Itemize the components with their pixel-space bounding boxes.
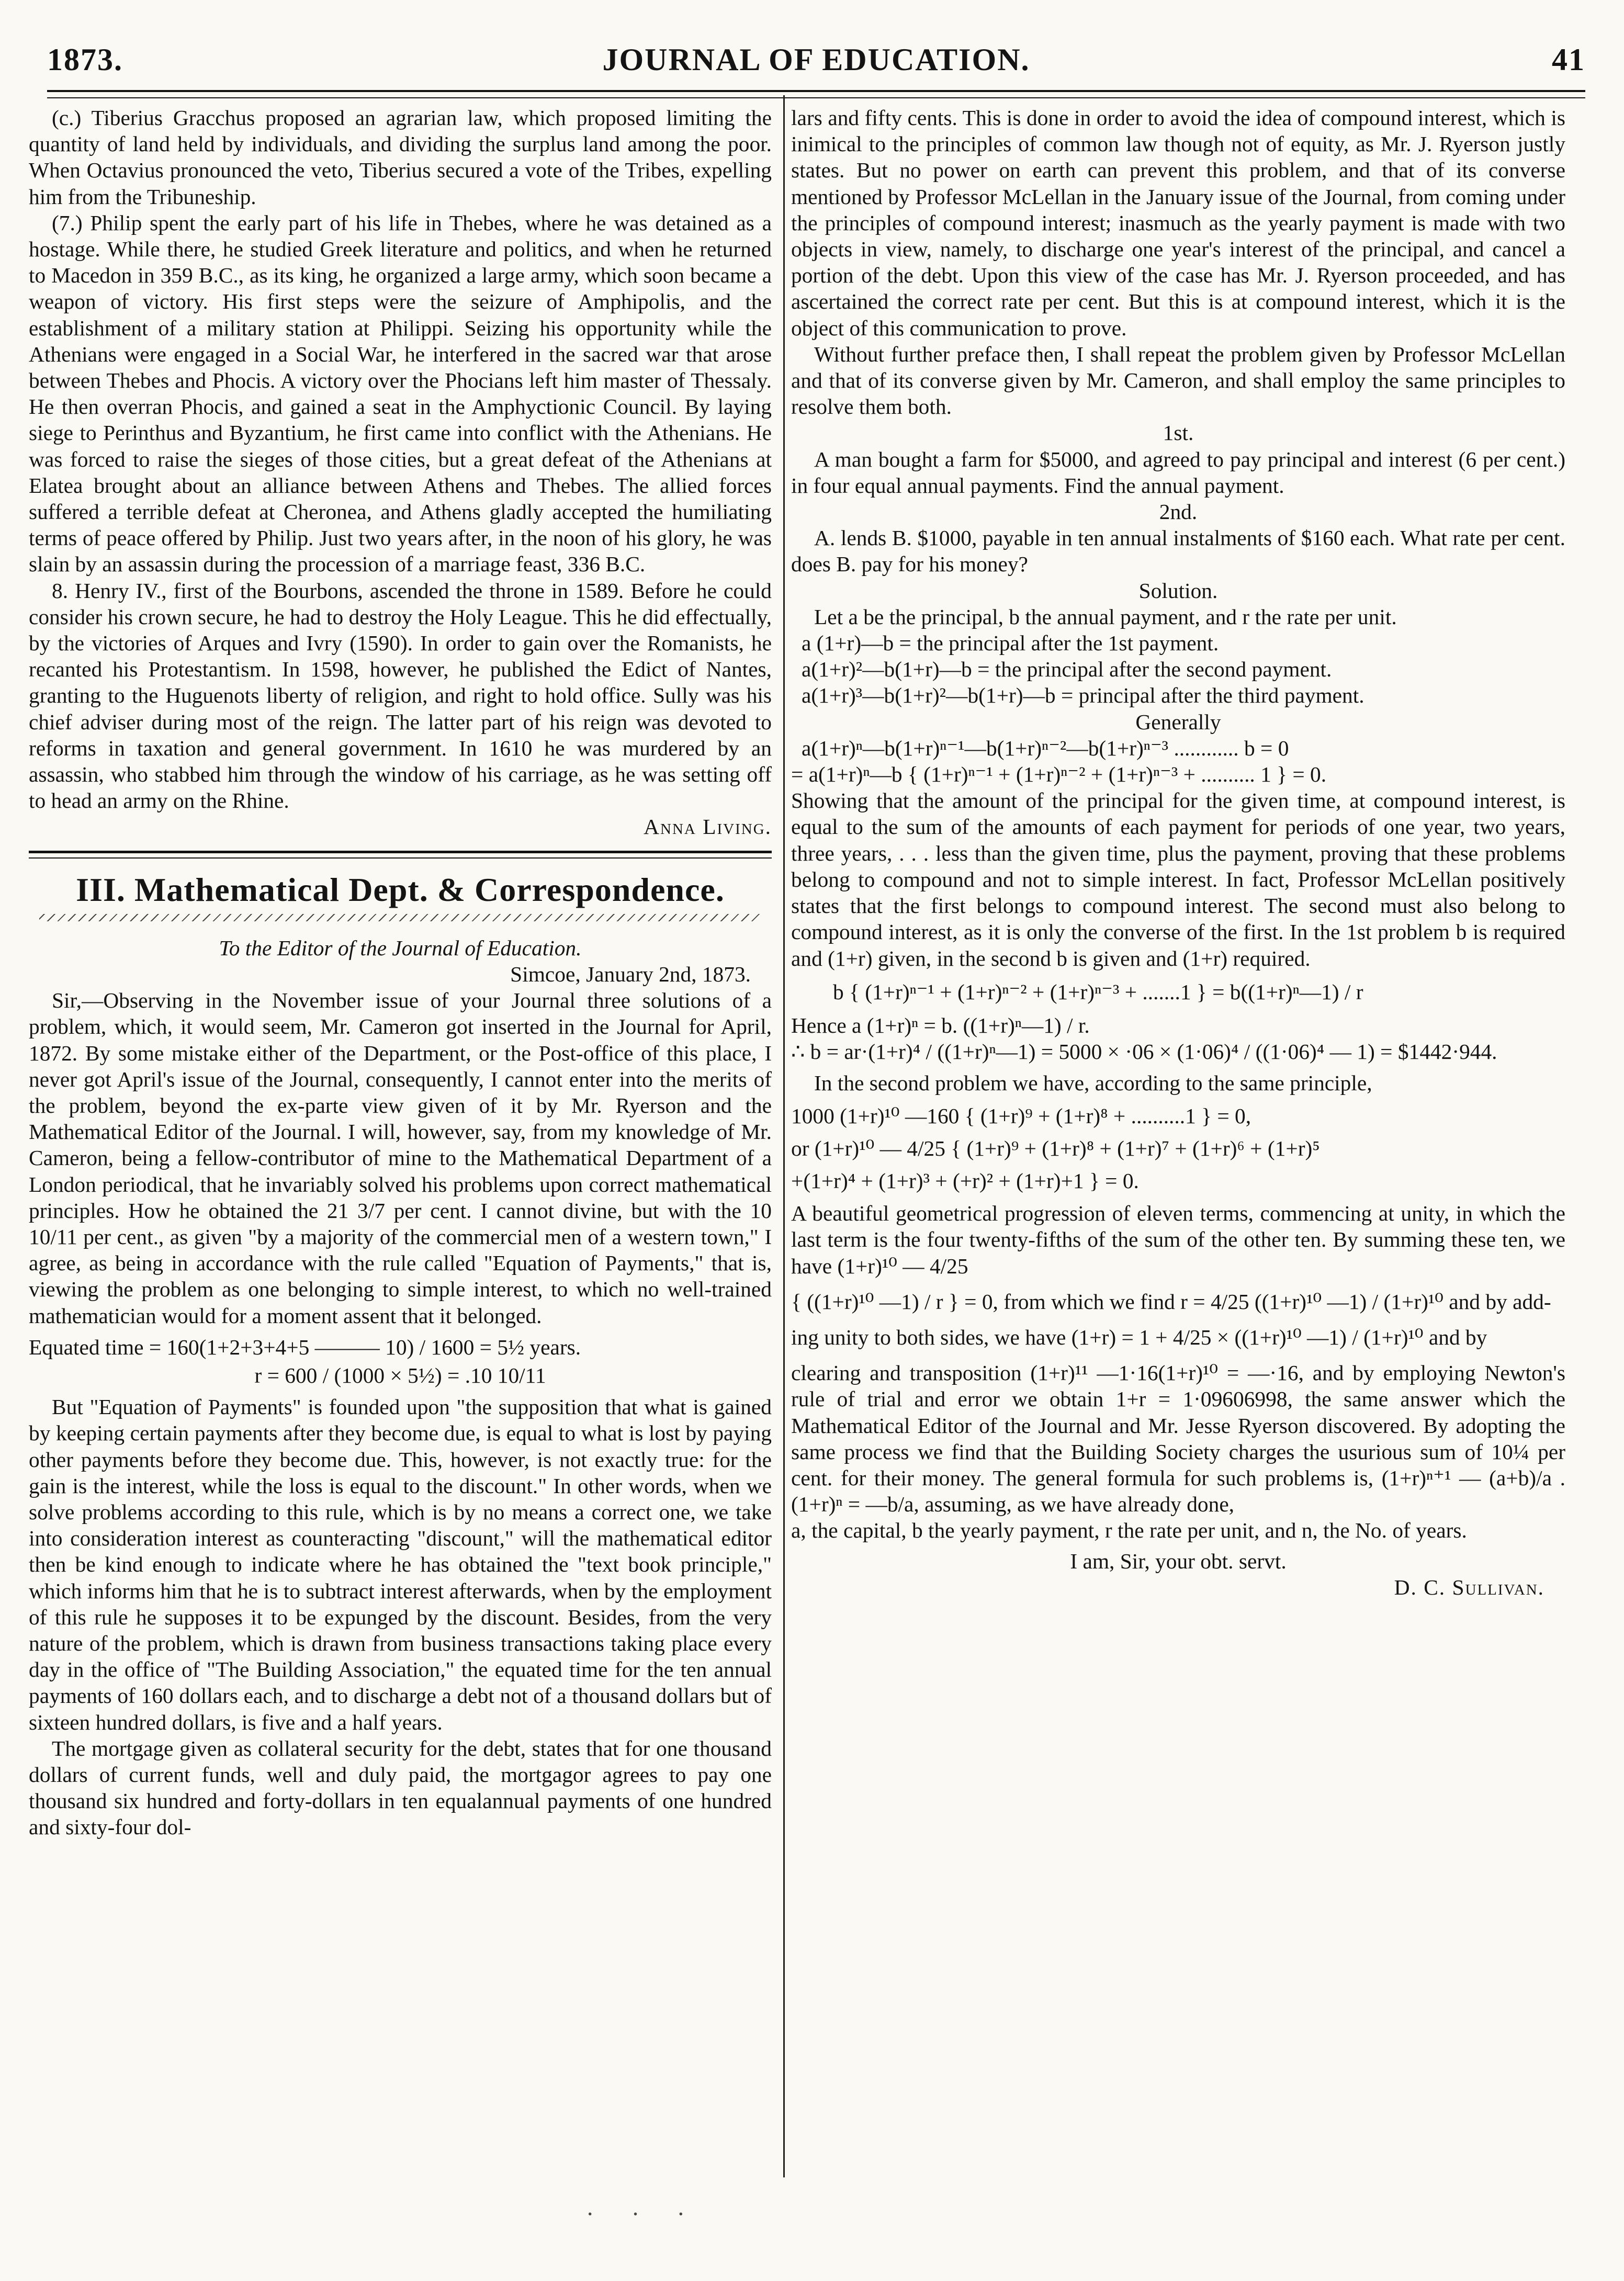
- paragraph-definitions-end: a, the capital, b the yearly payment, r the rate per unit, and n, the No. of years.: [791, 1518, 1467, 1543]
- formula-third-payment: a(1+r)³—b(1+r)²—b(1+r)—b = principal after the third payment.: [802, 683, 1364, 708]
- paragraph-gracchus: (c.) Tiberius Gracchus proposed an agrarian law, which proposed limiting the quantity of land held by individuals, and dividing the surplus land among the poor. When Octavius pronounced the veto, Tiberius secured a vote of the Tribes, expelling him from the Tribuneship.: [29, 106, 772, 209]
- letter-closing: I am, Sir, your obt. servt.: [1070, 1549, 1287, 1573]
- heading-first: 1st.: [1163, 421, 1194, 445]
- formula-general-sum: = a(1+r)ⁿ—b { (1+r)ⁿ⁻¹ + (1+r)ⁿ⁻² + (1+r)ⁿ⁻³ + .......... 1 } = 0.: [791, 762, 1327, 787]
- print-specks: · · ·: [586, 2200, 701, 2227]
- left-column: [29, 105, 772, 1840]
- paragraph-compound-interest: lars and fifty cents. This is done in order to avoid the idea of compound interest, which is inimical to the principles of common law though not of equity, as Mr. J. Ryerson justly states. But no power on earth can prevent this problem, and that of its converse mentioned by Professor McLellan in the January issue of the Journal, from coming under the principles of compound interest; inasmuch as the yearly payment is made with two objects in view, namely, to discharge one year's interest of the principal, and cancel a portion of the debt. Upon this view of the case has Mr. J. Ryerson proceeded, and has ascertained the correct rate per cent. But this is at compound interest, which it is the object of this communication to prove.: [791, 106, 1565, 340]
- column-divider: [783, 95, 785, 2177]
- paragraph-second-problem: In the second problem we have, according to the same principle,: [814, 1071, 1372, 1096]
- page-number: 41: [1552, 42, 1585, 77]
- paragraph-definitions: Let a be the principal, b the annual payment, and r the rate per unit.: [814, 604, 1397, 629]
- problem-second: A. lends B. $1000, payable in ten annual instalments of $160 each. What rate per cent. does B. pay for his money?: [791, 526, 1565, 577]
- formula-series-sum: b { (1+r)ⁿ⁻¹ + (1+r)ⁿ⁻² + (1+r)ⁿ⁻³ + .......1 } = b((1+r)ⁿ—1) / r: [833, 979, 1363, 1004]
- equation-equated-time: Equated time = 160(1+2+3+4+5 ——— 10) / 1600 = 5½ years.: [29, 1335, 581, 1359]
- section-ornament: [39, 914, 761, 921]
- equation-rate: r = 600 / (1000 × 5½) = .10 10/11: [254, 1363, 546, 1387]
- formula-expanded-2: +(1+r)⁴ + (1+r)³ + (+r)² + (1+r)+1 } = 0.: [791, 1168, 1139, 1193]
- formula-expanded-1: or (1+r)¹⁰ — 4/25 { (1+r)⁹ + (1+r)⁸ + (1+r)⁷ + (1+r)⁶ + (1+r)⁵: [791, 1136, 1320, 1160]
- formula-rate-solution: { ((1+r)¹⁰ —1) / r } = 0, from which we find r = 4/25 ((1+r)¹⁰ —1) / (1+r)¹⁰ and by add-: [791, 1289, 1551, 1314]
- paragraph-equation-of-payments: But "Equation of Payments" is founded upon "the supposition that what is gained by keeping certain payments after they become due, is equal to what is lost by paying other payments before they become due. This, however, is not exactly true: for the gain is the interest, while the loss is equal to the discount." In other words, when we solve problems according to this rule, which is by no means a correct one, we take into consideration interest as counteracting "discount," will the mathematical editor then be kind enough to indicate where he has obtained the "text book principle," which informs him that he is to subtract interest afterwards, when by the employment of this rule he supposes it to be expunged by the discount. Besides, from the very nature of the problem, which is drawn from business transactions taking place every day in the office of "The Building Association," the equated time for the ten annual payments of 160 dollars each, and to discharge a debt not of a thousand dollars but of sixteen hundred dollars, is five and a half years.: [29, 1395, 772, 1734]
- formula-first-payment: a (1+r)—b = the principal after the 1st payment.: [802, 631, 1219, 656]
- paragraph-henry: 8. Henry IV., first of the Bourbons, ascended the throne in 1589. Before he could consider his crown secure, he had to destroy the Holy League. This he did effectually, by the victories of Arques and Ivry (1590). In order to gain over the Romanists, he recanted his Protestantism. In 1598, however, he published the Edict of Nantes, granting to the Huguenots liberty of religion, and right to hold office. Sully was his chief adviser during most of the reign. The latter part of his reign was devoted to reforms in taxation and general government. In 1610 he was murdered by an assassin, who stabbed him through the window of his carriage, as he was setting off to head an army on the Rhine.: [29, 578, 772, 813]
- section-rule: [29, 851, 772, 859]
- dateline: Simcoe, January 2nd, 1873.: [510, 962, 751, 986]
- heading-second: 2nd.: [1159, 500, 1198, 524]
- formula-general: a(1+r)ⁿ—b(1+r)ⁿ⁻¹—b(1+r)ⁿ⁻²—b(1+r)ⁿ⁻³ ............ b = 0: [802, 736, 1289, 760]
- address-line: To the Editor of the Journal of Education.: [219, 935, 582, 960]
- formula-hence: Hence a (1+r)ⁿ = b. ((1+r)ⁿ—1) / r.: [791, 1013, 1090, 1037]
- heading-generally: Generally: [1135, 709, 1221, 734]
- formula-second-payment: a(1+r)²—b(1+r)—b = the principal after the second payment.: [802, 657, 1332, 682]
- formula-second-problem: 1000 (1+r)¹⁰ —160 { (1+r)⁹ + (1+r)⁸ + ..........1 } = 0,: [791, 1103, 1251, 1128]
- right-column: [791, 105, 1565, 1600]
- paragraph-mortgage: The mortgage given as collateral security for the debt, states that for one thousand dollars of current funds, well and duly paid, the mortgagor agrees to pay one thousand six hundred and forty-dollars in ten equalannual payments of one hundred and sixty-four dol-: [29, 1736, 772, 1839]
- paragraph-showing: Showing that the amount of the principal for the given time, at compound interest, is equal to the sum of the amounts of each payment for periods of one year, two years, three years, . . . less than the given time, plus the payment, proving that these problems belong to compound and not to simple interest. In fact, Professor McLellan positively states that the first belongs to compound interest. The second must also belong to compound interest, as it is only the converse of the first. In the 1st problem b is required and (1+r) given, in the second b is given and (1+r) required.: [791, 788, 1565, 970]
- paragraph-philip: (7.) Philip spent the early part of his life in Thebes, where he was detained as a hostage. While there, he studied Greek literature and politics, and when he returned to Macedon in 359 B.C., as its king, he organized a large army, which soon became a weapon of victory. His first steps were the seizure of Amphipolis, and the establishment of a military station at Philippi. Seizing his opportunity while the Athenians were engaged in a Social War, he interfered in the sacred war that arose between Thebes and Phocis. A victory over the Phocians left him master of Thessaly. He then overran Phocis, and gained a seat in the Amphyctionic Council. By laying siege to Perinthus and Byzantium, he first came into conflict with the Athenians. He was forced to raise the sieges of those cities, but a great defeat of the Athenians at Elatea brought about an alliance between Athens and Thebes. The allied forces suffered a terrible defeat at Cheronea, and Athens gladly accepted the humiliating terms of peace offered by Philip. Just two years after, in the noon of his glory, he was slain by an assassin during the procession of a marriage feast, 336 B.C.: [29, 210, 772, 577]
- paragraph-preface: Without further preface then, I shall repeat the problem given by Professor McLellan and that of its converse given by Mr. Cameron, and shall employ the same principles to resolve them both.: [791, 342, 1565, 419]
- paragraph-letter-opening: Sir,—Observing in the November issue of your Journal three solutions of a problem, which, it would seem, Mr. Cameron got inserted in the Journal for April, 1872. By some mistake either of the Department, or the Post-office of this place, I never got April's issue of the Journal, consequently, I cannot enter into the merits of the problem, beyond the ex-parte view given of it by Mr. Ryerson and the Mathematical Editor of the Journal. I will, however, say, from my knowledge of Mr. Cameron, being a fellow-contributor of mine to the Mathematical Department of a London periodical, that he invariably solved his problems upon correct mathematical principles. How he obtained the 21 3/7 per cent. I cannot divine, but with the 10 10/11 per cent., as given "by a majority of the commercial men of a western town," I agree, as being in accordance with the rule called "Equation of Payments," that is, viewing the problem as one belonging to simple interest, to which no well-trained mathematician would for a moment assent that it belonged.: [29, 988, 772, 1328]
- page-header: [47, 31, 1585, 89]
- header-rule: [47, 90, 1585, 98]
- paragraph-clearing: clearing and transposition (1+r)¹¹ —1·16(1+r)¹⁰ = —·16, and by employing Newton's rule of trial and error we obtain 1+r = 1·09606998, the same answer which the Mathematical Editor of the Journal and Mr. Jesse Ryerson discovered. By adopting the same process we find that the Building Society charges the usurious sum of 10¼ per cent. for their money. The general formula for such problems is, (1+r)ⁿ⁺¹ — (a+b)/a . (1+r)ⁿ = —b/a, assuming, as we have already done,: [791, 1361, 1565, 1517]
- formula-annual-payment: ∴ b = ar·(1+r)⁴ / ((1+r)ⁿ—1) = 5000 × ·06 × (1·06)⁴ / ((1·06)⁴ — 1) = $1442·944.: [791, 1040, 1497, 1064]
- formula-adding-unity: ing unity to both sides, we have (1+r) = 1 + 4/25 × ((1+r)¹⁰ —1) / (1+r)¹⁰ and by: [791, 1325, 1487, 1349]
- heading-solution: Solution.: [1138, 578, 1218, 603]
- section-title: III. Mathematical Dept. & Correspondence.: [76, 871, 725, 908]
- signature-anna-living: Anna Living.: [644, 815, 772, 839]
- problem-first: A man bought a farm for $5000, and agreed to pay principal and interest (6 per cent.) in four equal annual payments. Find the annual payment.: [791, 447, 1565, 498]
- journal-title: JOURNAL OF EDUCATION.: [602, 42, 1030, 77]
- signature-sullivan: D. C. Sullivan.: [1394, 1575, 1544, 1599]
- paragraph-progression: A beautiful geometrical progression of eleven terms, commencing at unity, in which the last term is the four twenty-fifths of the sum of the other ten. By summing these ten, we have (1+r)¹⁰ — 4/25: [791, 1201, 1565, 1278]
- header-year: 1873.: [47, 42, 123, 77]
